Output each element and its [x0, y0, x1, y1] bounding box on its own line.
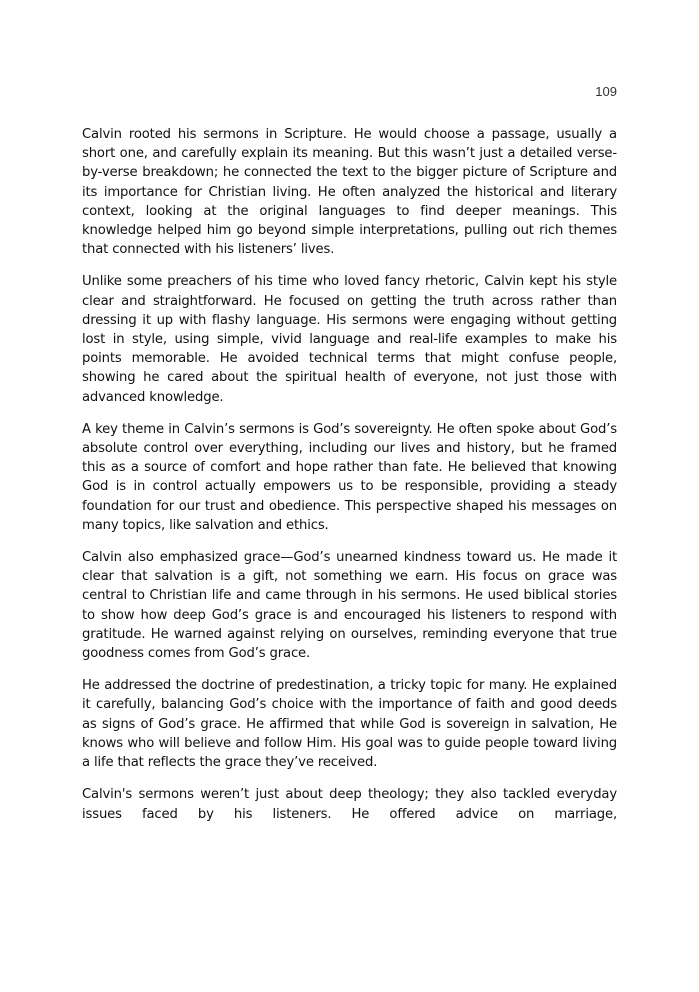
page-number: 109 [595, 84, 617, 99]
body-text [82, 125, 617, 837]
paragraph-sovereignty: A key theme in Calvin’s sermons is God’s sovereignty. He often spoke about God’s absolute control over everything, including our lives and history, but he framed this as a source of comfort and hope rather than fate. He believed that knowing God is in control actually empowers us to be responsible, providing a steady foundation for our trust and obedience. This perspective shaped his messages on many topics, like salvation and ethics. [82, 421, 617, 533]
paragraph-grace: Calvin also emphasized grace—God’s unearned kindness toward us. He made it clear that salvation is a gift, not something we earn. His focus on grace was central to Christian life and came through in his sermons. He used biblical stories to show how deep God’s grace is and encouraged his listeners to respond with gratitude. He warned against relying on ourselves, reminding everyone that true goodness comes from God’s grace. [82, 550, 617, 662]
paragraph-predestination: He addressed the doctrine of predestination, a tricky topic for many. He explained it carefully, balancing God’s choice with the importance of faith and good deeds as signs of God’s grace. He affirmed that while God is sovereign in salvation, He knows who will believe and follow Him. His goal was to guide people toward living a life that reflects the grace they’ve received. [82, 678, 617, 771]
paragraph-scripture: Calvin rooted his sermons in Scripture. He would choose a passage, usually a short one, and carefully explain its meaning. But this wasn’t just a detailed verse-by-verse breakdown; he connected the text to the bigger picture of Scripture and its importance for Christian living. He often analyzed the historical and literary context, looking at the original languages to find deeper meanings. This knowledge helped him go beyond simple interpretations, pulling out rich themes that connected with his listeners’ lives. [82, 127, 617, 258]
paragraph-style: Unlike some preachers of his time who loved fancy rhetoric, Calvin kept his style clear and straightforward. He focused on getting the truth across rather than dressing it up with flashy language. His sermons were engaging without getting lost in style, using simple, vivid language and real-life examples to make his points memorable. He avoided technical terms that might confuse people, showing he cared about the spiritual health of everyone, not just those with advanced knowledge. [82, 274, 617, 405]
paragraph-everyday-issues: Calvin's sermons weren’t just about deep theology; they also tackled everyday issues faced by his listeners. He offered advice on marriage, [82, 787, 617, 822]
